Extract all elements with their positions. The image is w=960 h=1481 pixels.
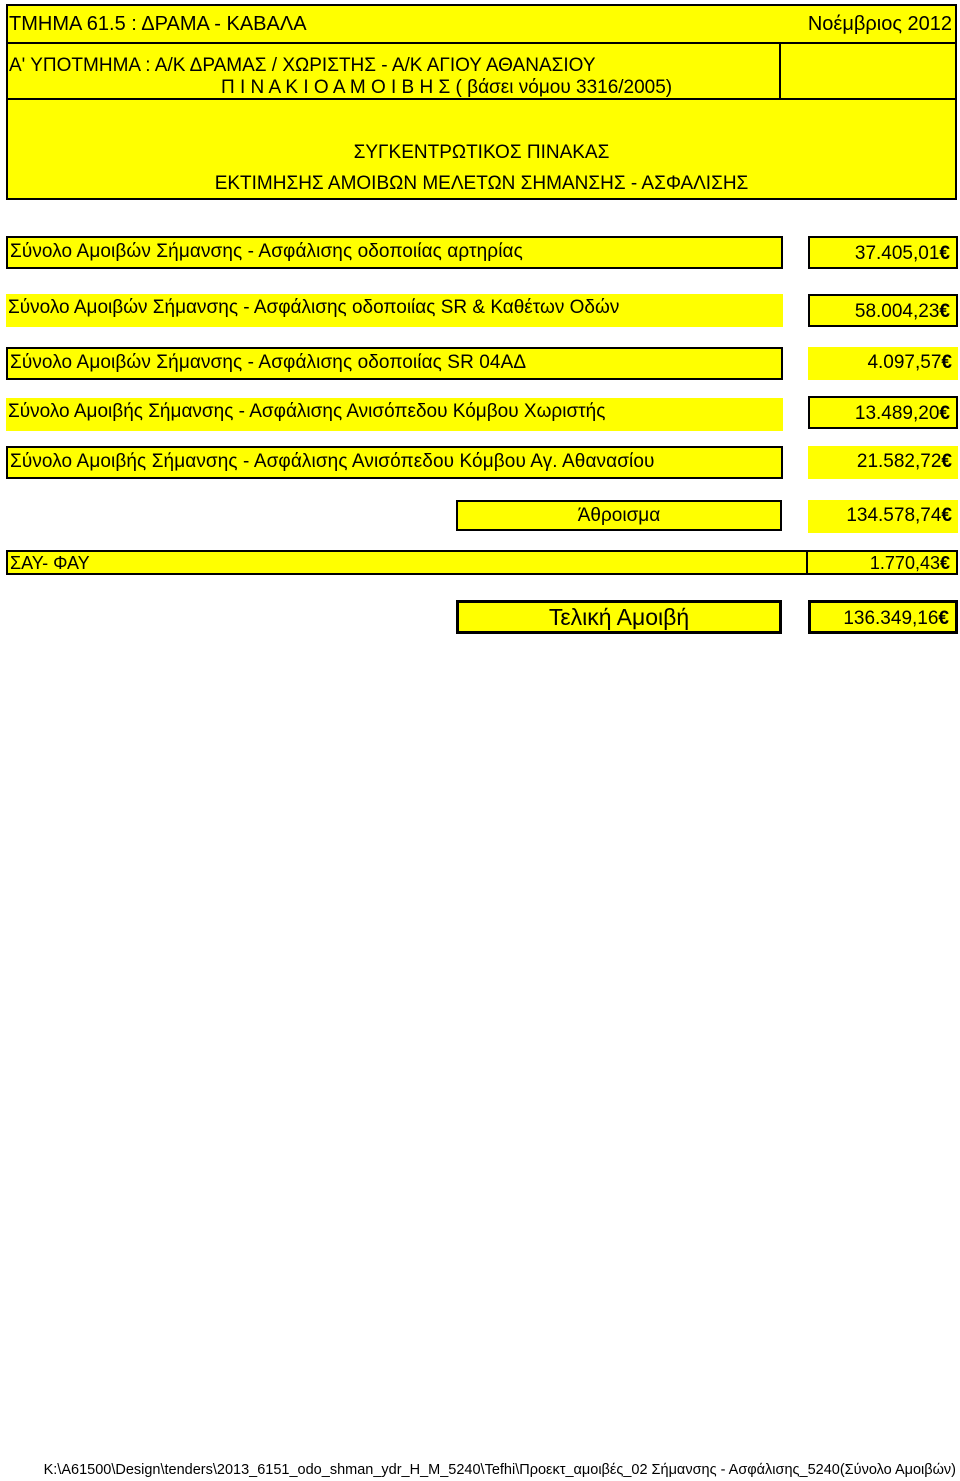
fee-row-value [808, 347, 958, 380]
header-divider [6, 42, 957, 44]
fee-row-label: Σύνολο Αμοιβών Σήμανσης - Ασφάλισης οδοποιίας αρτηρίας [6, 236, 783, 269]
fee-value: 58.004,23 [854, 301, 940, 322]
euro-sign: € [939, 553, 950, 573]
fee-value: 37.405,01 [854, 243, 940, 264]
subsection-title: Α' ΥΠΟΤΜΗΜΑ : Α/Κ ΔΡΑΜΑΣ / ΧΩΡΙΣΤΗΣ - Α/Κ ΑΓΙΟΥ ΑΘΑΝΑΣΙΟΥ [9, 55, 596, 76]
euro-sign: € [941, 352, 952, 373]
file-path-footer: K:\A61500\Design\tenders\2013_6151_odo_shman_ydr_H_M_5240\Tefhi\Προεκτ_αμοιβές_02 Σήμανσης - Ασφάλισης_5240(Σύνολο Αμοιβών) [43, 1462, 956, 1478]
fee-value: 21.582,72 [856, 451, 942, 472]
fee-row-label: Σύνολο Αμοιβής Σήμανσης - Ασφάλισης Ανισόπεδου Κόμβου Αγ. Αθανασίου [6, 446, 783, 479]
fee-row-value [808, 294, 958, 327]
euro-sign: € [938, 608, 949, 629]
header-divider [779, 42, 781, 98]
fee-value: 4.097,57 [867, 352, 942, 373]
fee-value: 134.578,74 [846, 505, 942, 526]
summary-title: ΣΥΓΚΕΝΤΡΩΤΙΚΟΣ ΠΙΝΑΚΑΣ [353, 142, 610, 163]
sum-label: Άθροισμα [456, 500, 782, 531]
euro-sign: € [941, 451, 952, 472]
euro-sign: € [939, 403, 950, 424]
fee-value: 13.489,20 [854, 403, 940, 424]
fee-row-value [808, 446, 958, 479]
final-fee-label: Τελική Αμοιβή [456, 600, 782, 634]
final-fee-value [808, 600, 958, 634]
sum-value [808, 500, 958, 533]
say-fay-value [806, 550, 958, 575]
fee-row-value [808, 396, 958, 429]
fee-value: 136.349,16 [843, 608, 939, 629]
fee-row-value [808, 236, 958, 269]
section-title: ΤΜΗΜΑ 61.5 : ΔΡΑΜΑ - ΚΑΒΑΛΑ [9, 13, 307, 35]
fee-row-label: Σύνολο Αμοιβών Σήμανσης - Ασφάλισης οδοποιίας SR & Καθέτων Οδών [6, 294, 783, 327]
euro-sign: € [939, 301, 950, 322]
euro-sign: € [939, 243, 950, 264]
say-fay-label: ΣΑΥ- ΦΑΥ [6, 550, 806, 575]
table-title: Π Ι Ν Α Κ Ι Ο Α Μ Ο Ι Β Η Σ ( βάσει νόμου 3316/2005) [221, 77, 673, 98]
report-date: Νοέμβριος 2012 [807, 13, 952, 35]
summary-subtitle: ΕΚΤΙΜΗΣΗΣ ΑΜΟΙΒΩΝ ΜΕΛΕΤΩΝ ΣΗΜΑΝΣΗΣ - ΑΣΦΑΛΙΣΗΣ [214, 173, 749, 194]
euro-sign: € [941, 505, 952, 526]
fee-row-label: Σύνολο Αμοιβής Σήμανσης - Ασφάλισης Ανισόπεδου Κόμβου Χωριστής [6, 398, 783, 431]
fee-row-label: Σύνολο Αμοιβών Σήμανσης - Ασφάλισης οδοποιίας SR 04ΑΔ [6, 347, 783, 380]
fee-value: 1.770,43 [869, 553, 940, 573]
